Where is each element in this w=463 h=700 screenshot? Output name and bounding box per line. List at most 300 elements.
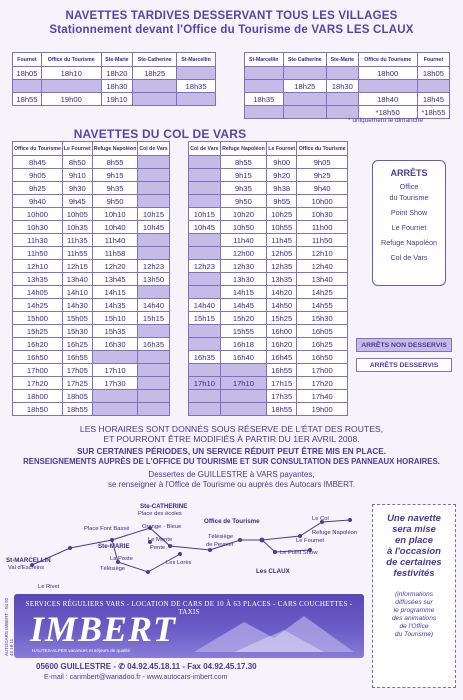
arrets-box [372,160,446,286]
time-cell: 17h00 [297,364,348,377]
time-cell: 8h55 [220,156,266,169]
map-st-marcellin: St-MARCELLIN [6,557,51,564]
tardives-right-table [244,52,450,119]
time-cell: 14h25 [13,299,63,312]
table-row [189,195,348,208]
table-row [189,273,348,286]
table-row [13,325,170,338]
time-cell: 10h15 [189,208,221,221]
time-cell: 10h30 [297,208,348,221]
time-cell: 9h45 [62,195,92,208]
time-cell: 14h25 [297,286,348,299]
time-cell [327,93,358,106]
time-cell: 14h45 [220,299,266,312]
column-header: St-Marcellin [245,53,284,67]
table-row [189,351,348,364]
time-cell: 10h15 [138,208,169,221]
table-row [13,273,170,286]
time-cell: 17h00 [13,364,63,377]
time-cell: 15h10 [92,312,138,325]
arrets-heading: ARRÊTS [390,168,428,178]
promo-line: festivités [393,568,435,579]
time-cell: 16h50 [297,351,348,364]
time-cell: 18h50 [13,403,63,416]
time-cell: 12h20 [92,260,138,273]
time-cell: 16h20 [13,338,63,351]
time-cell [189,247,221,260]
time-cell: 19h10 [101,93,133,106]
time-cell: 16h05 [297,325,348,338]
time-cell: 18h40 [358,93,417,106]
time-cell [220,390,266,403]
column-header: Office du Tourisme [297,142,348,156]
time-cell: 12h35 [267,260,297,273]
notice-line-1b: ET POURRONT ÊTRE MODIFIÉS À PARTIR DU 1ER AVRIL 2008. [103,434,360,444]
time-cell: 10h00 [297,195,348,208]
map-point-show: Le Point Show [280,550,318,556]
time-cell: 11h50 [13,247,63,260]
col-left-table [12,141,170,416]
time-cell [220,403,266,416]
time-cell [138,377,169,390]
time-cell: 18h25 [283,80,327,93]
time-cell: 17h10 [189,377,221,390]
time-cell: 12h15 [62,260,92,273]
arret-item: du Tourisme [389,193,429,202]
time-cell: 11h40 [92,234,138,247]
time-cell [138,234,169,247]
table-row [245,80,450,93]
table-row [13,93,216,106]
table-row [13,364,170,377]
time-cell: 18h10 [41,67,101,80]
promo-note: diffusées sur [395,599,433,606]
time-cell: 16h45 [267,351,297,364]
time-cell: 14h15 [220,286,266,299]
column-header: Fournet [417,53,449,67]
table-row [13,156,170,169]
time-cell: 18h30 [327,80,358,93]
table-row [13,403,170,416]
table-row [13,390,170,403]
map-ste-marie: Ste-MARIE [98,543,130,550]
time-cell: 12h10 [13,260,63,273]
time-cell: 10h55 [267,221,297,234]
column-header: St-Marcellin [177,53,216,67]
time-cell: 18h30 [101,80,133,93]
time-cell: 9h15 [92,169,138,182]
table-row [13,67,216,80]
time-cell: 9h55 [267,195,297,208]
time-cell: 13h35 [267,273,297,286]
banner-services: SERVICES RÉGULIERS VARS - LOCATION DE CARS DE 10 À 63 PLACES - CARS COUCHETTES - TAXIS [25,600,353,616]
time-cell [177,93,216,106]
map-refuge: Refuge Napoléon [312,530,358,536]
table-row [13,286,170,299]
time-cell: 10h40 [92,221,138,234]
time-cell: 14h10 [62,286,92,299]
map-le-monte: Le Monte [148,537,173,543]
time-cell [138,325,169,338]
time-cell [417,80,449,93]
map-le-fournet: Le Fournet [296,538,325,544]
time-cell: 14h05 [13,286,63,299]
time-cell: 10h35 [62,221,92,234]
time-cell: 15h25 [13,325,63,338]
time-cell: 15h55 [220,325,266,338]
time-cell [138,182,169,195]
time-cell: 14h35 [92,299,138,312]
time-cell [245,80,284,93]
map-place-ecoles: Place des écoles [138,511,182,517]
time-cell: 16h25 [297,338,348,351]
map-ste-catherine: Ste-CATHERINE [140,503,188,510]
promo-line: Une navette [387,513,441,524]
time-cell: 18h45 [417,93,449,106]
time-cell: 18h05 [62,390,92,403]
table-row [13,234,170,247]
promo-note: des animations [391,615,437,622]
imbert-logo: IMBERT [30,609,177,649]
time-cell [133,80,177,93]
time-cell: 9h40 [13,195,63,208]
time-cell: 11h45 [267,234,297,247]
time-cell: 14h15 [92,286,138,299]
time-cell [92,351,138,364]
time-cell [245,67,284,80]
time-cell: 11h30 [13,234,63,247]
time-cell: 12h00 [220,247,266,260]
table-row [189,221,348,234]
contact-email: E-mail : carimbert@wanadoo.fr - www.autocars-imbert.com [44,674,228,681]
time-cell: 12h05 [267,247,297,260]
time-cell: 15h25 [267,312,297,325]
column-header: Refuge Napoléon [92,142,138,156]
time-cell [189,286,221,299]
time-cell: 8h50 [62,156,92,169]
mountain-icon [194,612,354,652]
time-cell: 16h35 [138,338,169,351]
column-header: Ste-Marie [327,53,358,67]
time-cell: 13h30 [220,273,266,286]
map-office: Office de Tourisme [204,518,260,525]
table-row [13,377,170,390]
time-cell: 9h50 [220,195,266,208]
table-row [189,234,348,247]
map-orange-bleue: Orange - Bleue [142,524,182,530]
time-cell: 10h50 [220,221,266,234]
time-cell: 18h55 [267,403,297,416]
time-cell [138,247,169,260]
map-place-font: Place Font Bassé [84,526,130,532]
time-cell: 9h10 [62,169,92,182]
arret-item: Refuge Napoléon [381,238,437,247]
time-cell [92,403,138,416]
column-header: Ste-Catherine [283,53,327,67]
column-header: Refuge Napoléon [220,142,266,156]
time-cell: 15h15 [138,312,169,325]
legend-non-desservis: ARRÊTS NON DESSERVIS [356,338,452,352]
imbert-banner [14,594,364,658]
promo-line: sera mise [392,524,436,535]
time-cell [283,106,327,119]
map-pente: Pente [150,545,166,551]
time-cell [245,106,284,119]
time-cell: 12h23 [189,260,221,273]
column-header: Ste-Catherine [133,53,177,67]
time-cell: 10h20 [220,208,266,221]
table-row [189,169,348,182]
time-cell: 10h05 [62,208,92,221]
time-cell: 12h10 [297,247,348,260]
time-cell [138,351,169,364]
column-header: Fournet [13,53,42,67]
time-cell: 18h35 [245,93,284,106]
promo-box [372,504,456,688]
table-row [245,93,450,106]
time-cell: 17h10 [220,377,266,390]
time-cell: 17h20 [13,377,63,390]
promo-line: de certaines [386,557,442,568]
time-cell: 18h35 [177,80,216,93]
title-line-1: NAVETTES TARDIVES DESSERVANT TOUS LES VILLAGES [65,10,398,22]
time-cell: 16h55 [62,351,92,364]
time-cell [327,67,358,80]
time-cell: 15h30 [297,312,348,325]
time-cell [189,195,221,208]
column-header: Office du Tourisme [13,142,63,156]
table-row [13,221,170,234]
time-cell: 9h05 [297,156,348,169]
column-header: Ste-Marie [101,53,133,67]
time-cell [138,156,169,169]
time-cell: 13h40 [62,273,92,286]
map-le-col: Le Col [312,516,329,522]
promo-line: en place [394,535,434,546]
table-row [13,208,170,221]
time-cell: 11h50 [297,234,348,247]
time-cell: *18h55 [417,106,449,119]
time-cell [358,80,417,93]
table-row [189,182,348,195]
table-row [13,260,170,273]
table-row [189,364,348,377]
time-cell: 9h05 [13,169,63,182]
time-cell [92,390,138,403]
time-cell: 9h30 [62,182,92,195]
table-row [189,286,348,299]
time-cell [13,80,42,93]
time-cell: 10h10 [92,208,138,221]
table-row [13,247,170,260]
map-le-rivet: Le Rivet [38,584,60,590]
time-cell: 19h00 [297,403,348,416]
tardives-left-table [12,52,216,106]
time-cell: 14h40 [189,299,221,312]
time-cell: 9h38 [267,182,297,195]
time-cell: 17h10 [92,364,138,377]
time-cell: 11h35 [62,234,92,247]
time-cell [220,364,266,377]
time-cell [189,182,221,195]
time-cell: 17h20 [297,377,348,390]
legend-desservis: ARRÊTS DESSERVIS [356,358,452,372]
route-map [0,500,370,590]
time-cell: 17h40 [297,390,348,403]
table-row [13,182,170,195]
time-cell: 16h50 [13,351,63,364]
time-cell: 9h25 [297,169,348,182]
table-row [189,208,348,221]
table-row [189,299,348,312]
time-cell [133,93,177,106]
promo-line: à l'occasion [386,546,441,557]
col-right-table [188,141,348,416]
column-header: Office du Tourisme [41,53,101,67]
arret-item: Office [399,182,419,191]
time-cell [189,364,221,377]
table-row [245,67,450,80]
time-cell: 11h00 [297,221,348,234]
column-header: Col de Vars [138,142,169,156]
time-cell: 16h55 [267,364,297,377]
time-cell: 10h30 [13,221,63,234]
map-de-peynier: de Peynier [206,542,234,548]
banner-side-code: AUTOCARS IMBERT - 04 92 45 18 11 [4,597,14,656]
notice-line-3a: Dessertes de GUILLESTRE à VARS payantes, [148,470,315,479]
time-cell: 16h20 [267,338,297,351]
time-cell: 15h30 [62,325,92,338]
table-row [189,403,348,416]
promo-note: du Tourisme) [394,631,434,638]
notice-line-2b: RENSEIGNEMENTS AUPRÈS DE L'OFFICE DU TOURISME ET SUR CONSULTATION DES PANNEAUX HORAIRES. [23,457,440,466]
time-cell [41,80,101,93]
time-cell: 19h00 [41,93,101,106]
time-cell: 9h15 [220,169,266,182]
time-cell: 9h50 [92,195,138,208]
time-cell: 16h25 [62,338,92,351]
table-row [189,390,348,403]
time-cell: 16h18 [220,338,266,351]
promo-note: (informations [394,591,434,598]
column-header: Col de Vars [189,142,221,156]
title-col-de-vars: NAVETTES DU COL DE VARS [73,127,247,141]
time-cell: 12h30 [220,260,266,273]
time-cell: 9h35 [92,182,138,195]
table-row [13,299,170,312]
arret-item: Col de Vars [390,253,428,262]
time-cell: 16h40 [220,351,266,364]
promo-note: de l'Office [399,623,429,630]
map-telesiege: Télésiège [100,566,126,572]
time-cell: 13h45 [92,273,138,286]
time-cell [189,338,221,351]
notice-line-3b: se renseigner à l'Office de Tourisme ou auprès des Autocars IMBERT. [108,480,355,489]
table-row [189,338,348,351]
time-cell: 13h40 [297,273,348,286]
table-row [189,260,348,273]
time-cell [189,169,221,182]
time-cell [138,169,169,182]
contact-phone: 05600 GUILLESTRE - ✆ 04.92.45.18.11 - Fax 04.92.45.17.30 [36,662,257,671]
column-header: Le Fournet [267,142,297,156]
column-header: Office du Tourisme [358,53,417,67]
time-cell: 9h25 [13,182,63,195]
time-cell: 9h40 [297,182,348,195]
time-cell: 11h40 [220,234,266,247]
map-les-claux: Les CLAUX [256,568,290,575]
note-dimanche: * uniquement le dimanche [348,117,424,124]
map-telesiege-peynier: Télésiège [208,534,234,540]
table-row [13,195,170,208]
time-cell: 9h20 [267,169,297,182]
time-cell: 18h25 [133,67,177,80]
time-cell: 15h20 [220,312,266,325]
time-cell: 17h35 [267,390,297,403]
time-cell: 10h45 [189,221,221,234]
time-cell [283,67,327,80]
time-cell [189,273,221,286]
time-cell: 14h50 [267,299,297,312]
time-cell: *18h50 [358,106,417,119]
arret-item: Point Show [390,208,428,217]
banner-tagline: HAUTES-ALPES vacances et séjours de qualité [32,648,131,653]
time-cell: 18h55 [13,93,42,106]
time-cell [177,67,216,80]
table-row [189,377,348,390]
time-cell: 12h40 [297,260,348,273]
time-cell [189,403,221,416]
map-les-lores: Les Lorès [166,560,192,566]
map-la-poste: La Poste [110,556,133,562]
table-row [189,247,348,260]
table-row [189,312,348,325]
title-line-2: Stationnement devant l'Office du Tourisme de VARS LES CLAUX [49,24,414,36]
time-cell: 18h00 [13,390,63,403]
time-cell [283,93,327,106]
table-row [13,80,216,93]
time-cell: 18h55 [62,403,92,416]
time-cell: 12h23 [138,260,169,273]
time-cell [138,403,169,416]
table-row [189,156,348,169]
time-cell: 16h35 [189,351,221,364]
time-cell: 14h55 [297,299,348,312]
column-header: Le Fournet [62,142,92,156]
table-row [189,325,348,338]
time-cell: 15h15 [189,312,221,325]
time-cell: 8h45 [13,156,63,169]
time-cell: 14h40 [138,299,169,312]
time-cell: 11h58 [92,247,138,260]
time-cell: 10h00 [13,208,63,221]
time-cell [138,390,169,403]
time-cell: 15h35 [92,325,138,338]
time-cell: 18h00 [358,67,417,80]
time-cell: 18h05 [13,67,42,80]
time-cell: 9h00 [267,156,297,169]
table-row [13,169,170,182]
time-cell [138,195,169,208]
promo-note: le programme [393,607,435,614]
time-cell: 13h35 [13,273,63,286]
time-cell: 10h45 [138,221,169,234]
time-cell: 15h05 [62,312,92,325]
time-cell: 8h55 [92,156,138,169]
time-cell: 9h35 [220,182,266,195]
notice-line-2a: SUR CERTAINES PÉRIODES, UN SERVICE RÉDUIT PEUT ÊTRE MIS EN PLACE. [76,447,387,456]
time-cell [138,364,169,377]
